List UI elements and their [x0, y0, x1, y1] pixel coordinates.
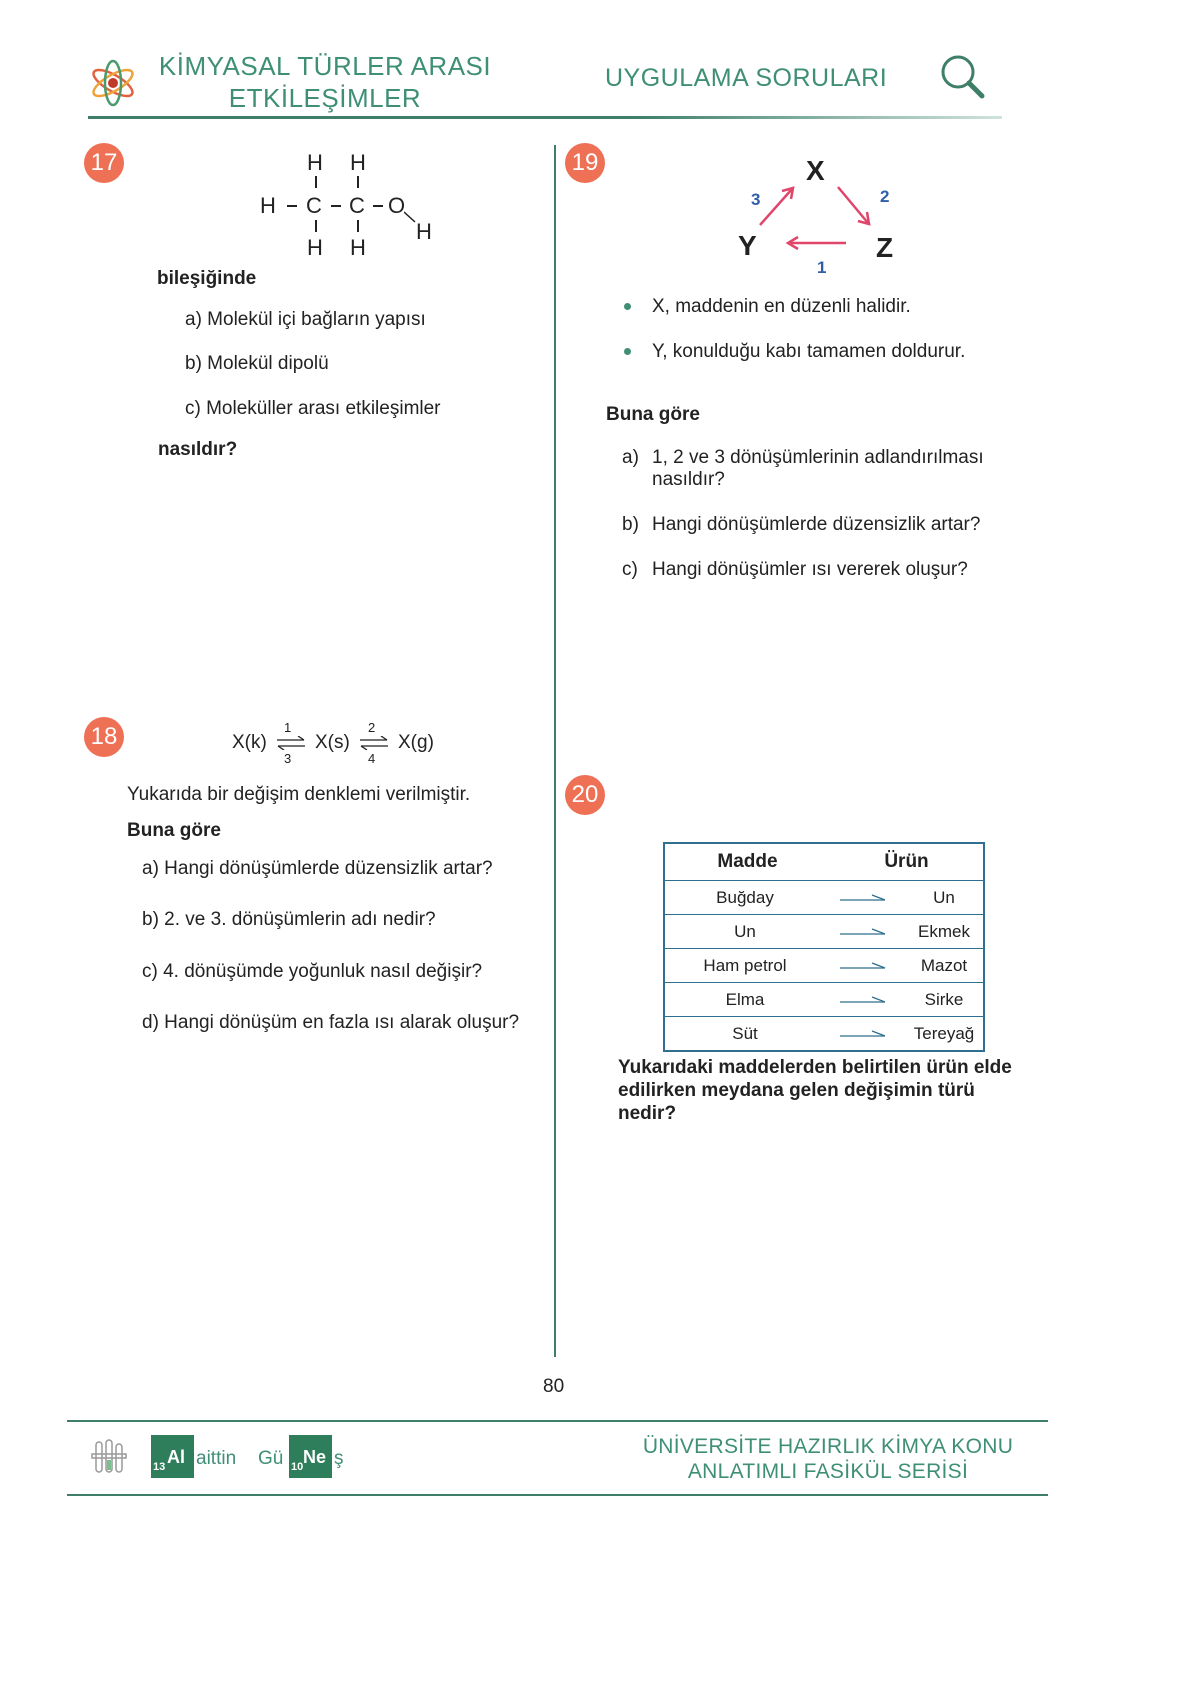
label-1: 1 [817, 258, 827, 277]
node-z: Z [876, 232, 894, 263]
atom-logo-icon [88, 58, 138, 108]
arrow-right-icon [825, 956, 905, 976]
cell-substance: Un [734, 921, 756, 941]
q18-item-b: b) 2. ve 3. dönüşümlerin adı nedir? [142, 909, 436, 930]
q19-lead: Buna göre [606, 404, 700, 425]
header-title-line1: KİMYASAL TÜRLER ARASI [158, 51, 492, 81]
question-number-17: 17 [84, 143, 124, 183]
header-rule [88, 116, 1002, 119]
q19-item-a-cont: nasıldır? [652, 469, 725, 490]
atom-h: H [260, 193, 276, 218]
cell-substance: Süt [732, 1023, 758, 1043]
q19-item-c: Hangi dönüşümler ısı vererek oluşur? [652, 559, 968, 580]
q19-bullet-1: X, maddenin en düzenli halidir. [652, 296, 911, 317]
arrow-right-icon [825, 990, 905, 1010]
cell-product: Ekmek [918, 921, 970, 941]
cell-substance: Buğday [716, 887, 774, 907]
q18-item-a: a) Hangi dönüşümlerde düzensizlik artar? [142, 858, 493, 879]
bond [331, 205, 341, 207]
element-tile-al [151, 1435, 194, 1478]
eq-gas: X(g) [398, 732, 434, 753]
eq-liquid: X(s) [315, 732, 350, 753]
series-line1: ÜNİVERSİTE HAZIRLIK KİMYA KONU [642, 1435, 1014, 1458]
atom-h: H [350, 235, 366, 260]
table-row [664, 983, 984, 1017]
eq-n1: 1 [284, 720, 292, 735]
table-row [664, 949, 984, 983]
eq-n2: 2 [368, 720, 376, 735]
cell-product: Sirke [924, 989, 964, 1009]
table-header-row [664, 843, 984, 881]
page-number: 80 [543, 1376, 565, 1397]
table-row [664, 1017, 984, 1052]
footer-name-part3: ş [334, 1448, 344, 1469]
test-tubes-icon [84, 1432, 134, 1482]
q18-item-d: d) Hangi dönüşüm en fazla ısı alarak oluşur? [142, 1012, 520, 1033]
q19-item-b: Hangi dönüşümlerde düzensizlik artar? [652, 514, 981, 535]
cycle-arrows-icon [750, 175, 880, 255]
q19-item-c-label: c) [622, 559, 638, 580]
eq-n3: 3 [284, 751, 292, 766]
cell-product: Un [933, 887, 955, 907]
q20-question-line1: Yukarıdaki maddelerden belirtilen ürün elde [618, 1057, 1012, 1078]
element-al-number: 13 [153, 1461, 166, 1473]
equilibrium-arrow-icon [276, 736, 306, 750]
atom-c: C [349, 193, 365, 218]
question-number-18: 18 [84, 717, 124, 757]
table-row [664, 881, 984, 915]
q20-question-line2: edilirken meydana gelen değişimin türü [618, 1080, 975, 1101]
q19-item-a: 1, 2 ve 3 dönüşümlerinin adlandırılması [652, 447, 984, 468]
q17-outro: nasıldır? [158, 439, 238, 460]
label-2: 2 [880, 187, 890, 206]
atom-h: H [307, 235, 323, 260]
footer-rule-top [67, 1420, 1048, 1422]
q17-item-a: a) Molekül içi bağların yapısı [185, 309, 426, 330]
equilibrium-arrow-icon [359, 736, 389, 750]
bullet-dot [624, 348, 631, 355]
q19-item-b-label: b) [622, 514, 639, 535]
q19-bullet-2: Y, konulduğu kabı tamamen doldurur. [652, 341, 966, 362]
node-x: X [806, 155, 825, 186]
q17-item-b: b) Molekül dipolü [185, 353, 329, 374]
bond [357, 176, 359, 188]
q17-intro: bileşiğinde [157, 268, 257, 289]
arrow-right-icon [825, 888, 905, 908]
atom-h: H [350, 150, 366, 175]
bond [404, 210, 416, 222]
arrow-right-icon [825, 922, 905, 942]
footer-rule-bottom [67, 1494, 1048, 1496]
cell-product: Mazot [920, 955, 968, 975]
element-ne-number: 10 [291, 1461, 304, 1473]
bond [315, 220, 317, 232]
series-line2: ANLATIMLI FASİKÜL SERİSİ [687, 1460, 969, 1483]
q17-item-c: c) Moleküller arası etkileşimler [185, 398, 441, 419]
column-divider [554, 145, 556, 1357]
magnifier-icon [938, 52, 988, 102]
cell-substance: Ham petrol [703, 955, 787, 975]
bond [373, 205, 383, 207]
cell-substance: Elma [725, 989, 765, 1009]
table-row [664, 915, 984, 949]
footer-name-part2: Gü [258, 1448, 284, 1469]
arrow-right-icon [825, 1024, 905, 1044]
q19-item-a-label: a) [622, 447, 639, 468]
element-tile-ne [289, 1435, 332, 1478]
q18-item-c: c) 4. dönüşümde yoğunluk nasıl değişir? [142, 961, 483, 982]
footer-name-part1: aittin [196, 1448, 237, 1469]
question-number-20: 20 [565, 775, 605, 815]
label-3: 3 [751, 190, 761, 209]
header-substance: Madde [717, 851, 778, 872]
header-title-line2: ETKİLEŞİMLER [228, 83, 422, 113]
question-number-19: 19 [565, 143, 605, 183]
q18-lead: Buna göre [127, 820, 221, 841]
eq-solid: X(k) [232, 732, 267, 753]
q18-intro: Yukarıda bir değişim denklemi verilmiştir. [127, 784, 471, 805]
bond [357, 220, 359, 232]
bond [315, 176, 317, 188]
node-y: Y [738, 230, 757, 261]
header-product: Ürün [884, 851, 929, 872]
header-section-title: UYGULAMA SORULARI [605, 64, 888, 92]
atom-h: H [307, 150, 323, 175]
element-al-symbol: Al [167, 1447, 185, 1467]
cell-product: Tereyağ [913, 1023, 975, 1043]
bond [287, 205, 297, 207]
atom-o: O [388, 193, 406, 218]
q20-question-line3: nedir? [618, 1103, 677, 1124]
atom-h: H [416, 219, 432, 244]
element-ne-symbol: Ne [303, 1447, 327, 1467]
substance-product-table [663, 842, 985, 1052]
eq-n4: 4 [368, 751, 376, 766]
bullet-dot [624, 303, 631, 310]
atom-c: C [306, 193, 322, 218]
